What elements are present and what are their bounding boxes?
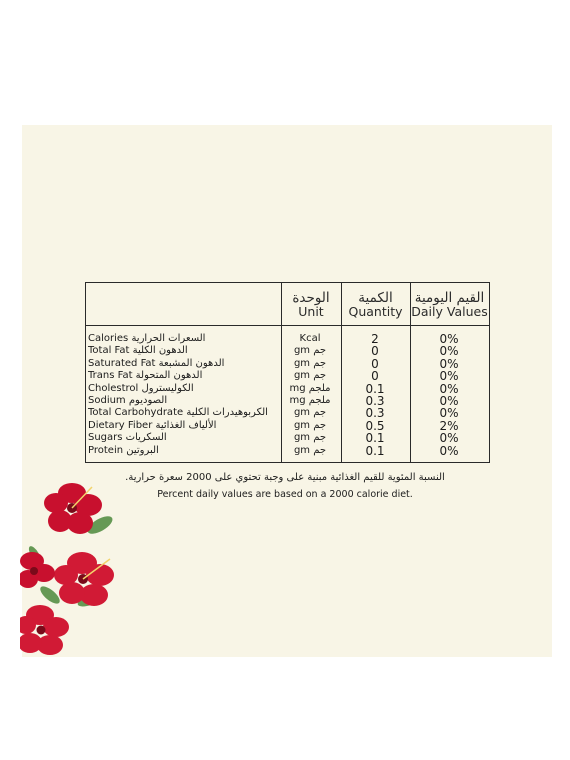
footnote-arabic: النسبة المئوية للقيم الغذائية مبنية على وجبة تحتوي على 2000 سعرة حرارية. xyxy=(125,472,445,483)
footnote-english: Percent daily values are based on a 2000 calorie diet. xyxy=(157,489,413,500)
hibiscus-flower-icon xyxy=(20,552,55,588)
hibiscus-flower-icon xyxy=(54,552,114,606)
nutrient-name: Total Carbohydrate الكربوهيدرات الكلية xyxy=(88,407,268,419)
daily-value-cell: 0% xyxy=(439,431,459,446)
nutrition-table xyxy=(85,282,490,463)
unit-cell: Kcal xyxy=(299,333,321,344)
header-quantity xyxy=(341,286,410,324)
quantity-cell: 0.1 xyxy=(365,443,385,458)
header-quantity-ar: الكمية xyxy=(358,290,393,306)
hibiscus-flowers-illustration xyxy=(20,475,130,657)
unit-cell: gm جم xyxy=(293,345,327,357)
daily-value-cell: 0% xyxy=(439,406,459,421)
daily-value-cell: 0% xyxy=(439,369,459,384)
nutrient-name: Saturated Fat الدهون المشبعة xyxy=(88,357,225,369)
quantity-cell: 0.1 xyxy=(365,381,385,396)
header-unit xyxy=(281,286,341,324)
header-unit-en: Unit xyxy=(298,304,324,319)
unit-cell: gm جم xyxy=(293,357,327,369)
header-daily-values xyxy=(410,286,489,324)
unit-cell: gm جم xyxy=(293,432,327,444)
nutrient-name: Trans Fat الدهون المتحولة xyxy=(88,370,203,382)
daily-value-cell: 0% xyxy=(439,381,459,396)
nutrient-name: Dietary Fiber الألياف الغذائية xyxy=(88,419,217,431)
quantity-cell: 0 xyxy=(371,344,379,359)
header-divider xyxy=(86,325,489,326)
quantity-cell: 0.1 xyxy=(365,431,385,446)
nutrient-name: Calories السعرات الحرارية xyxy=(88,333,206,344)
hibiscus-flower-icon xyxy=(20,605,69,655)
unit-column xyxy=(281,333,339,457)
quantity-column xyxy=(341,333,409,457)
quantity-cell: 0.3 xyxy=(365,393,385,408)
unit-cell: mg ملجم xyxy=(289,382,331,394)
daily-values-column xyxy=(410,333,488,457)
daily-value-cell: 2% xyxy=(439,418,459,433)
daily-value-cell: 0% xyxy=(439,344,459,359)
unit-cell: gm جم xyxy=(293,407,327,419)
daily-value-cell: 0% xyxy=(439,443,459,458)
quantity-cell: 0.5 xyxy=(365,418,385,433)
nutrient-name: Protein البروتين xyxy=(88,444,159,456)
quantity-cell: 2 xyxy=(371,332,379,346)
header-daily-en: Daily Values xyxy=(411,304,488,319)
unit-cell: gm جم xyxy=(293,370,327,382)
nutrient-names-column xyxy=(88,333,278,457)
quantity-cell: 0 xyxy=(371,356,379,371)
unit-cell: gm جم xyxy=(293,444,327,456)
nutrient-name: Sugars السكريات xyxy=(88,432,167,444)
nutrient-name: Sodium الصوديوم xyxy=(88,394,168,406)
nutrient-name: Cholestrol الكوليسترول xyxy=(88,382,194,394)
quantity-cell: 0 xyxy=(371,369,379,384)
header-daily-ar: القيم اليومية xyxy=(414,290,485,306)
unit-cell: mg ملجم xyxy=(289,394,331,406)
daily-value-cell: 0% xyxy=(439,393,459,408)
unit-cell: gm جم xyxy=(293,419,327,431)
header-unit-ar: الوحدة xyxy=(292,290,330,306)
daily-value-cell: 0% xyxy=(439,332,459,346)
quantity-cell: 0.3 xyxy=(365,406,385,421)
nutrient-name: Total Fat الدهون الكلية xyxy=(88,345,188,357)
daily-value-cell: 0% xyxy=(439,356,459,371)
header-quantity-en: Quantity xyxy=(348,304,403,319)
